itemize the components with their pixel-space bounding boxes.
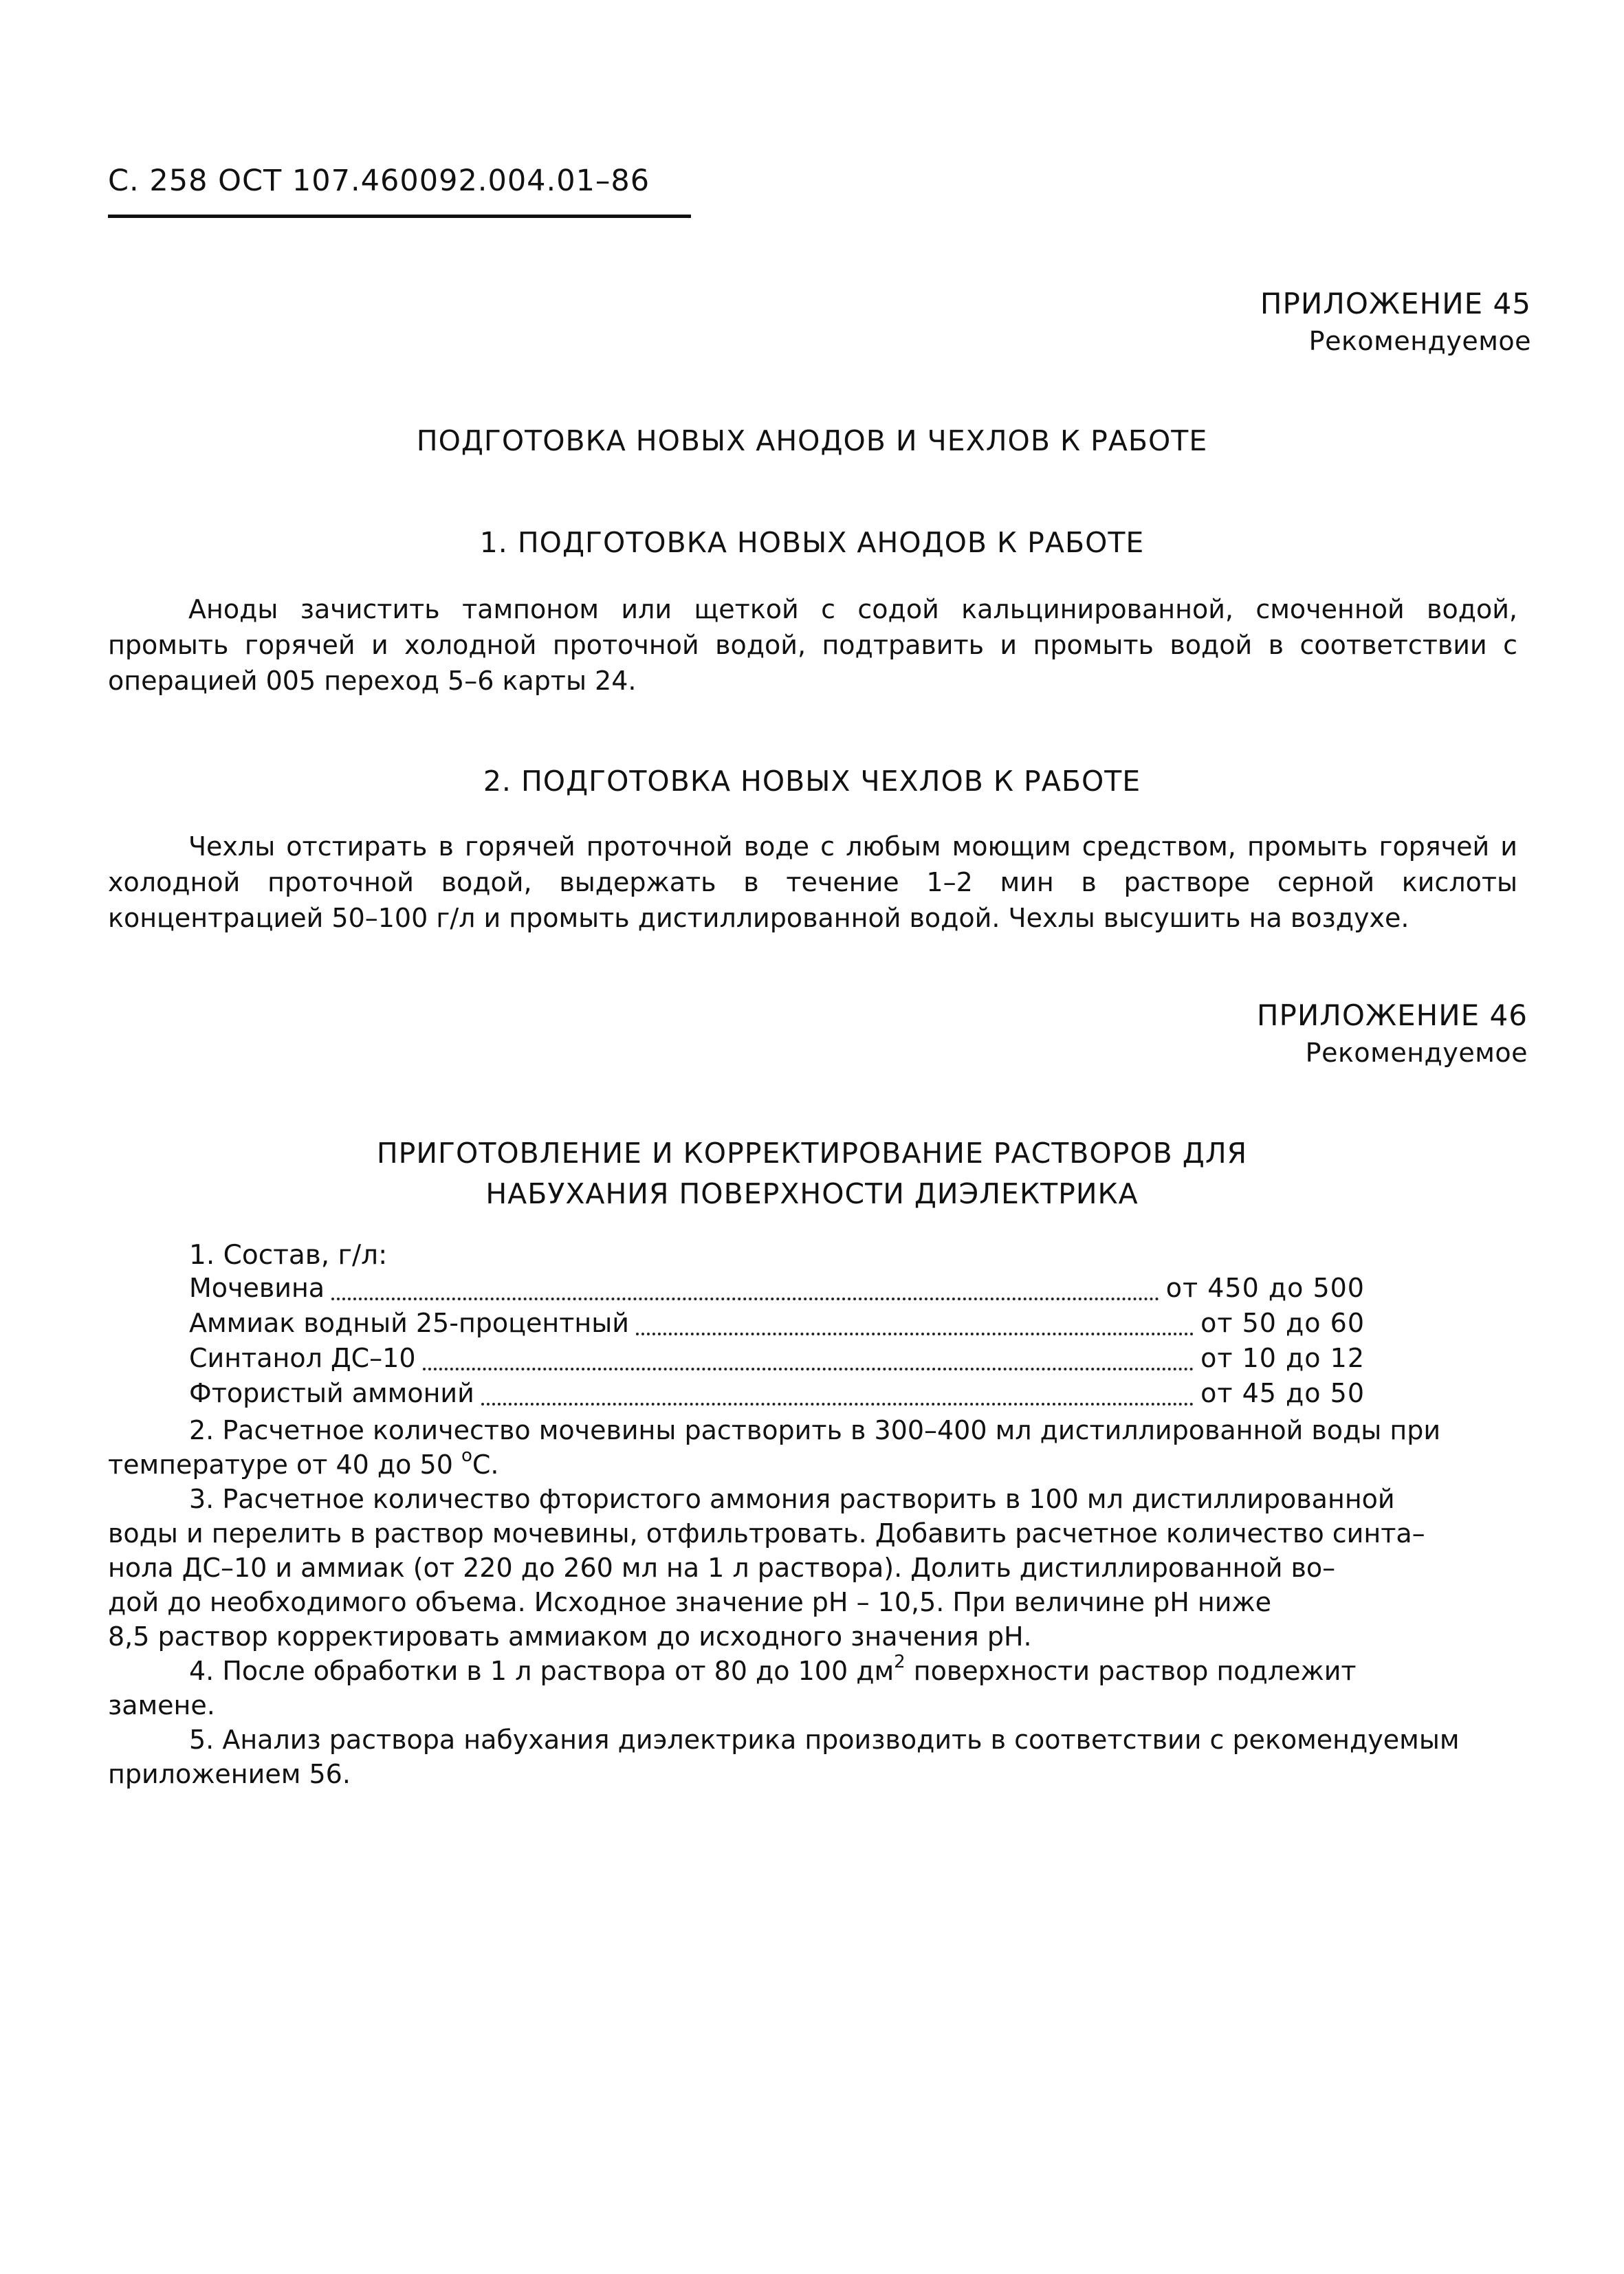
dot-leader [481, 1403, 1194, 1406]
appendix-46-title [0, 1133, 1624, 1215]
dot-leader [331, 1298, 1159, 1300]
step-5-line-2: приложением 56. [108, 1759, 351, 1789]
section-2-paragraph: Чехлы отстирать в горячей проточной воде с любым моющим средством, промыть горячей и холодной проточной водой, выдержать в течение 1–2 мин в растворе серной кислоты концентрацией 50–100 г/л и промыть дистиллированной водой. Чехлы высушить на воздухе. [108, 831, 1517, 933]
component-range: от 450 до 500 [1165, 1273, 1365, 1303]
step-4-text: 4. После обработки в 1 л раствора от 80 до 100 дм [189, 1656, 895, 1686]
section-1-title: 1. ПОДГОТОВКА НОВЫХ АНОДОВ К РАБОТЕ [479, 526, 1145, 559]
step-3-line-4: дой до необходимого объема. Исходное значение рН – 10,5. При величине рН ниже [108, 1587, 1272, 1617]
composition-row [189, 1308, 1365, 1344]
component-range: от 45 до 50 [1200, 1378, 1365, 1408]
composition-row [189, 1273, 1365, 1309]
dot-leader [636, 1333, 1194, 1335]
component-range: от 10 до 12 [1200, 1343, 1365, 1373]
squared-sign: 2 [894, 1652, 906, 1672]
appendix-status: Рекомендуемое [1305, 1038, 1528, 1068]
section-2-text [108, 829, 1517, 936]
step-3-line-3: нола ДС–10 и аммиак (от 220 до 260 мл на 1 л раствора). Долить дистиллированной во– [108, 1553, 1336, 1583]
step-4 [108, 1654, 1545, 1723]
appendix-46-label [1257, 998, 1528, 1068]
section-1-text [108, 591, 1517, 699]
appendix-number: ПРИЛОЖЕНИЕ 46 [1256, 998, 1528, 1032]
composition-row [189, 1378, 1365, 1414]
degree-sign: о [461, 1445, 472, 1466]
step-4-text-cont: поверхности раствор подлежит [905, 1656, 1357, 1686]
step-2-text: 2. Расчетное количество мочевины растворить в 300–400 мл дистиллированной воды при температуре от 40 до 50 [108, 1415, 1441, 1480]
composition-heading: 1. Состав, г/л: [189, 1240, 388, 1271]
section-2-title: 2. ПОДГОТОВКА НОВЫХ ЧЕХЛОВ К РАБОТЕ [483, 765, 1141, 798]
appendix-status: Рекомендуемое [1308, 326, 1531, 356]
dot-leader [423, 1368, 1194, 1370]
step-5-line-1: 5. Анализ раствора набухания диэлектрика производить в соответствии с рекомендуемым [189, 1725, 1460, 1755]
appendix-45-title: ПОДГОТОВКА НОВЫХ АНОДОВ И ЧЕХЛОВ К РАБОТЕ [416, 424, 1208, 457]
temperature-unit: С. [472, 1450, 499, 1480]
step-3-line-5: 8,5 раствор корректировать аммиаком до исходного значения рН. [108, 1621, 1032, 1652]
step-5 [108, 1723, 1545, 1791]
header-rule [108, 215, 691, 218]
appendix-number: ПРИЛОЖЕНИЕ 45 [1260, 287, 1531, 320]
appendix-46-title-line-2: НАБУХАНИЯ ПОВЕРХНОСТИ ДИЭЛЕКТРИКА [485, 1177, 1139, 1211]
step-3-line-2: воды и перелить в раствор мочевины, отфильтровать. Добавить расчетное количество синта– [108, 1518, 1425, 1549]
step-3 [108, 1482, 1545, 1654]
step-3-line-1: 3. Расчетное количество фтористого аммония растворить в 100 мл дистиллированной [189, 1484, 1395, 1514]
section-1-paragraph: Аноды зачистить тампоном или щеткой с содой кальцинированной, смоченной водой, промыть горячей и холодной проточной водой, подтравить и промыть водой в соответствии с операцией 005 переход 5–6 карты 24. [108, 594, 1517, 696]
component-range: от 50 до 60 [1200, 1308, 1365, 1338]
step-2 [108, 1413, 1545, 1482]
composition-row [189, 1343, 1365, 1379]
component-name: Аммиак водный 25-процентный [189, 1308, 629, 1338]
step-4-line-2: замене. [108, 1690, 215, 1720]
appendix-46-title-line-1: ПРИГОТОВЛЕНИЕ И КОРРЕКТИРОВАНИЕ РАСТВОРОВ ДЛЯ [376, 1137, 1248, 1170]
page-header: С. 258 ОСТ 107.460092.004.01–86 [108, 164, 650, 198]
component-name: Синтанол ДС–10 [189, 1343, 416, 1373]
appendix-45-label [1260, 287, 1531, 356]
component-name: Фтористый аммоний [189, 1378, 474, 1408]
component-name: Мочевина [189, 1273, 325, 1303]
